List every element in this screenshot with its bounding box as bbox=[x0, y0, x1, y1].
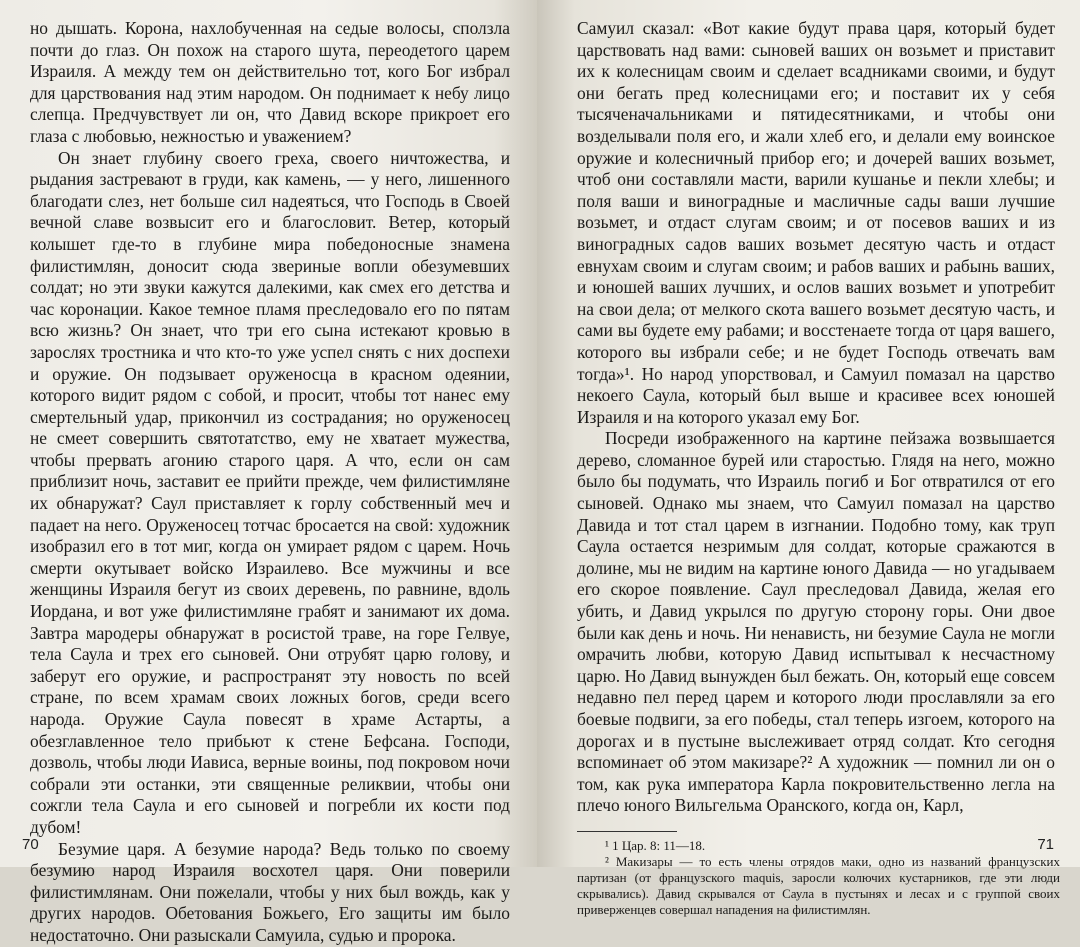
paragraph: Безумие царя. А безумие народа? Ведь только по своему безумию народ Израиля восхотел царя. Они поверили филистимлянам. Они пожелали, чтобы у них был вождь, как у других народов. Обетования Божьего, Его защиты им было недостаточно. Они разыскали Самуила, судью и пророка. bbox=[30, 838, 510, 945]
page-number-right: 71 bbox=[1037, 836, 1054, 853]
footnote: ¹ 1 Цар. 8: 11—18. bbox=[605, 837, 706, 853]
paragraph: Он знает глубину своего греха, своего ничтожества, и рыдания застревают в груди, как камень, — у него, лишенного благодати слез, нет больше сил надеяться, что Господь в Своей вечной славе возвысит его и благословит. Ветер, который колышет где-то в глубине мира победоносные знамена филистимлян, доносит сюда звериные вопли обезумевших солдат; но эти звуки кажутся далекими, как смех его детства и час коронации. Какое темное пламя преследовало его по пятам всю жизнь? Он знает, что три его сына истекают кровью в зарослях тростника и что кто-то уже успел снять с них доспехи и оружие. Он подзывает оруженосца в красном одеянии, которого видит рядом с собой, и просит, чтобы тот нанес ему смертельный удар, прикончил из сострадания; но оруженосец не смеет совершить святотатство, ему не хватает мужества, чтобы прервать агонию старого царя. А что, если он сам приблизит ночь, заставит ее прийти прежде, чем филистимляне их обнаружат? Саул приставляет к горлу собственный меч и падает на него. Оруженосец тотчас бросается на свой: художник изобразил его в тот миг, когда он умирает рядом с царем. Ночь смерти окутывает войско Израилево. Все мужчины и все женщины Израиля бегут из своих деревень, по равнине, вдоль Иордана, и вот уже филистимляне грабят и занимают их дома. Завтра мародеры обнаружат в росистой траве, на горе Гелвуе, тела Саула и трех его сыновей. Они отрубят царю голову, и заберут его оружие, и распространят эту новость по всей стране, по всем храмам своих ложных богов, среди всего народа. Оружие Саула повесят в храме Астарты, а обезглавленное тело прибьют к стене Бефсана. Господи, дозволь, чтобы люди Иависа, верные воины, под покровом ночи собрали эти останки, эти священные реликвии, чтобы они сожгли тела Саула и его сыновей и погребли их кости под дубом! bbox=[30, 147, 510, 837]
left-page-text bbox=[30, 18, 510, 947]
paragraph: Посреди изображенного на картине пейзажа возвышается дерево, сломанное бурей или старостью. Глядя на него, можно было бы подумать, что Израиль погиб и Бог отвратился от его сыновей. Однако мы знаем, что Самуил помазал на царство Давида и тот стал царем в изгнании. Подобно тому, как труп Саула остается незримым для солдат, которые сражаются в долине, мы не видим на картине юного Давида — но угадываем его скорое появление. Саул преследовал Давида, желая его убить, и Давид укрылся по другую сторону горы. Они двое были как день и ночь. Ни ненависть, ни безумие Саула не могли омрачить любви, которую Давид испытывал к несчастному царю. Но Давид вынужден был бежать. Он, который еще совсем недавно пел перед царем и которого люди прославляли за его боевые подвиги, за его победы, стал теперь изгоем, которого на дорогах и в пустыне выслеживает отряд солдат. Кто сегодня вспоминает об этом макизаре?² А художник — помнил ли он о том, как рука императора Карла покровительственно легла на плечо юного Вильгельма Оранского, когда он, Карл, bbox=[577, 428, 1055, 816]
right-page bbox=[537, 0, 1080, 917]
paragraph: Самуил сказал: «Вот какие будут права царя, который будет царствовать над вами: сыновей ваших он возьмет и приставит их к колесницам своим и сделает всадниками своими, и будут они бегать пред колесницами его; и поставит их у себя тысяченачальниками и пятидесятниками, и чтобы они возделывали поля его, и жали хлеб его, и делали ему воинское оружие и колесничный прибор его; и дочерей ваших возьмет, чтоб они составляли масти, варили кушанье и пекли хлебы; и поля ваши и виноградные и масличные сады ваши лучшие возьмет, и отдаст слугам своим; и от посевов ваших и из виноградных садов ваших возьмет десятую часть и отдаст евнухам своим и слугам своим; и рабов ваших и рабынь ваших, и юношей ваших лучших, и ослов ваших возьмет и употребит на свои дела; от мелкого скота вашего возьмет десятую часть, и сами вы будете ему рабами; и восстенаете тогда от царя вашего, которого вы избрали себе; и не будет Господь отвечать вам тогда»¹. Но народ упорствовал, и Самуил помазал на царство некоего Саула, который был выше и красивее всех юношей Израиля и на которого указал ему Бог. bbox=[577, 18, 1055, 427]
right-page-text bbox=[577, 18, 1055, 817]
footnote-rule bbox=[577, 831, 677, 832]
left-page bbox=[0, 0, 537, 945]
paragraph: но дышать. Корона, нахлобученная на седые волосы, сползла почти до глаз. Он похож на старого шута, переодетого царем Израиля. А между тем он действительно тот, кого Бог избрал для царствования над этим народом. Он поднимает к небу лицо слепца. Предчувствует ли он, что Давид вскоре прикроет его глаза с любовью, нежностью и уважением? bbox=[30, 18, 510, 146]
page-number-left: 70 bbox=[22, 836, 39, 853]
footnotes bbox=[577, 838, 1060, 918]
footnote: ² Макизары — то есть члены отрядов маки, одно из названий французских партизан (от французского maquis, заросли колючих кустарников, где эти люди скрывались). Давид скрывался от Саула в пустынях и лесах и с группой своих приверженцев совершал нападения на филистимлян. bbox=[577, 853, 1060, 917]
